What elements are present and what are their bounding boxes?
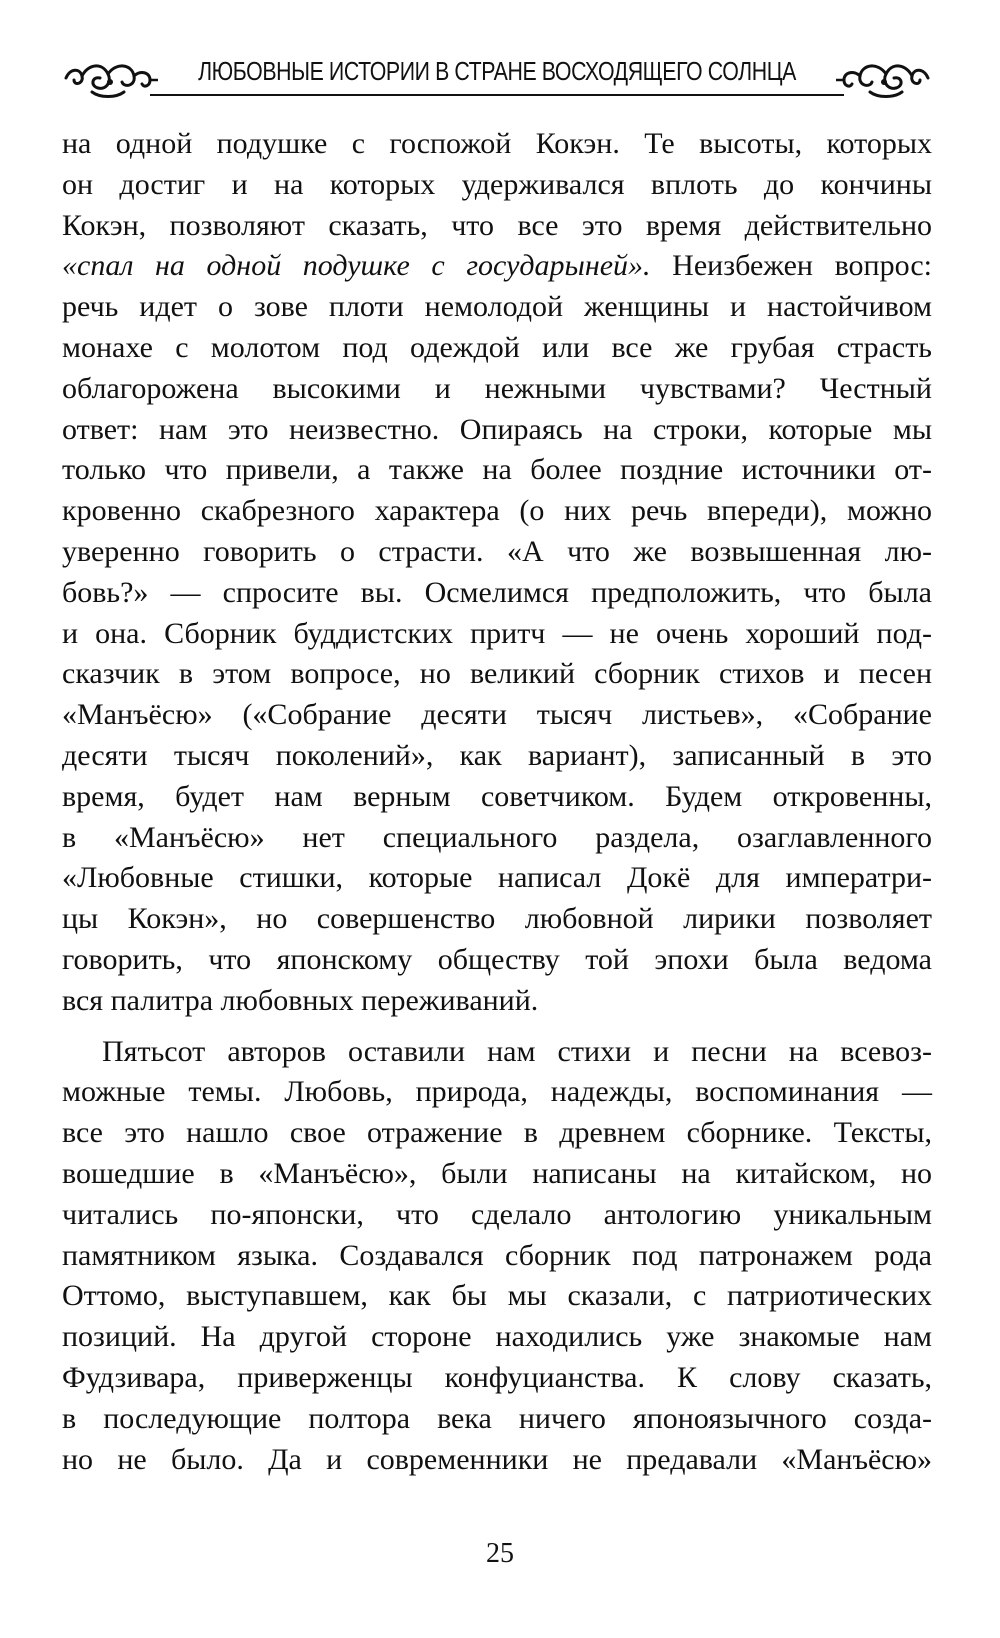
text-line: только что привели, а также на более поздние источники от-	[62, 453, 932, 487]
text-line: Оттомо, выступавшем, как бы мы сказали, с патриотических	[62, 1279, 932, 1313]
paragraph	[62, 1032, 932, 1481]
text-line: говорить, что японскому обществу той эпохи была ведома	[62, 942, 932, 976]
text-fragment: Неизбежен вопрос:	[650, 249, 932, 283]
text-line: облагорожена высокими и нежными чувствами? Честный	[62, 371, 932, 405]
running-header-title: ЛЮБОВНЫЕ ИСТОРИИ В СТРАНЕ ВОСХОДЯЩЕГО СОЛНЦА	[198, 56, 796, 86]
paragraph	[62, 124, 932, 1022]
text-line: вошедшие в «Манъёсю», были написаны на китайском, но	[62, 1156, 932, 1190]
running-header	[62, 52, 932, 108]
text-line: в «Манъёсю» нет специального раздела, озаглавленного	[62, 820, 932, 854]
body-text	[62, 124, 932, 1480]
page-number: 25	[486, 1538, 514, 1569]
text-line: «Манъёсю» («Собрание десяти тысяч листьев», «Собрание	[62, 698, 932, 732]
text-line: «Любовные стишки, которые написал Докё для императри-	[62, 861, 932, 895]
text-line: позиций. На другой стороне находились уже знакомые нам	[62, 1320, 932, 1354]
text-line: кровенно скабрезного характера (о них речь впереди), можно	[62, 494, 932, 528]
text-line: и она. Сборник буддистских притч — не очень хороший под-	[62, 616, 932, 650]
text-line: Фудзивара, приверженцы конфуцианства. К слову сказать,	[62, 1360, 932, 1394]
header-rule	[150, 94, 844, 96]
text-line: вся палитра любовных переживаний.	[62, 983, 539, 1017]
text-line: ответ: нам это неизвестно. Опираясь на строки, которые мы	[62, 412, 932, 446]
text-line: десяти тысяч поколений», как вариант), записанный в это	[62, 738, 932, 772]
text-line: в последующие полтора века ничего японоязычного созда-	[62, 1401, 932, 1435]
text-line: время, будет нам верным советчиком. Будем откровенны,	[62, 779, 932, 813]
text-line: речь идет о зове плоти немолодой женщины и настойчивом	[62, 290, 932, 324]
ornament-icon	[836, 52, 932, 108]
text-line: он достиг и на которых удерживался вплоть до кончины	[62, 167, 932, 201]
text-line: Пятьсот авторов оставили нам стихи и песни на всевоз-	[102, 1034, 932, 1068]
text-line: памятником языка. Создавался сборник под патронажем рода	[62, 1238, 932, 1272]
text-line: читались по-японски, что сделало антологию уникальным	[62, 1197, 932, 1231]
text-line	[62, 246, 932, 287]
text-line: монахе с молотом под одеждой или все же грубая страсть	[62, 330, 932, 364]
text-line: сказчик в этом вопросе, но великий сборник стихов и песен	[62, 657, 932, 691]
text-line: Кокэн, позволяют сказать, что все это время действительно	[62, 208, 932, 242]
text-line: но не было. Да и современники не предавали «Манъёсю»	[62, 1442, 932, 1476]
text-line: цы Кокэн», но совершенство любовной лирики позволяет	[62, 902, 932, 936]
text-line: на одной подушке с госпожой Кокэн. Те высоты, которых	[62, 127, 932, 160]
text-line: можные темы. Любовь, природа, надежды, воспоминания —	[62, 1075, 932, 1109]
text-line: уверенно говорить о страсти. «А что же возвышенная лю-	[62, 534, 932, 568]
italic-quote: «спал на одной подушке с государыней».	[62, 249, 651, 283]
text-line: все это нашло свое отражение в древнем сборнике. Тексты,	[62, 1116, 932, 1150]
text-line: бовь?» — спросите вы. Осмелимся предположить, что была	[62, 575, 932, 609]
